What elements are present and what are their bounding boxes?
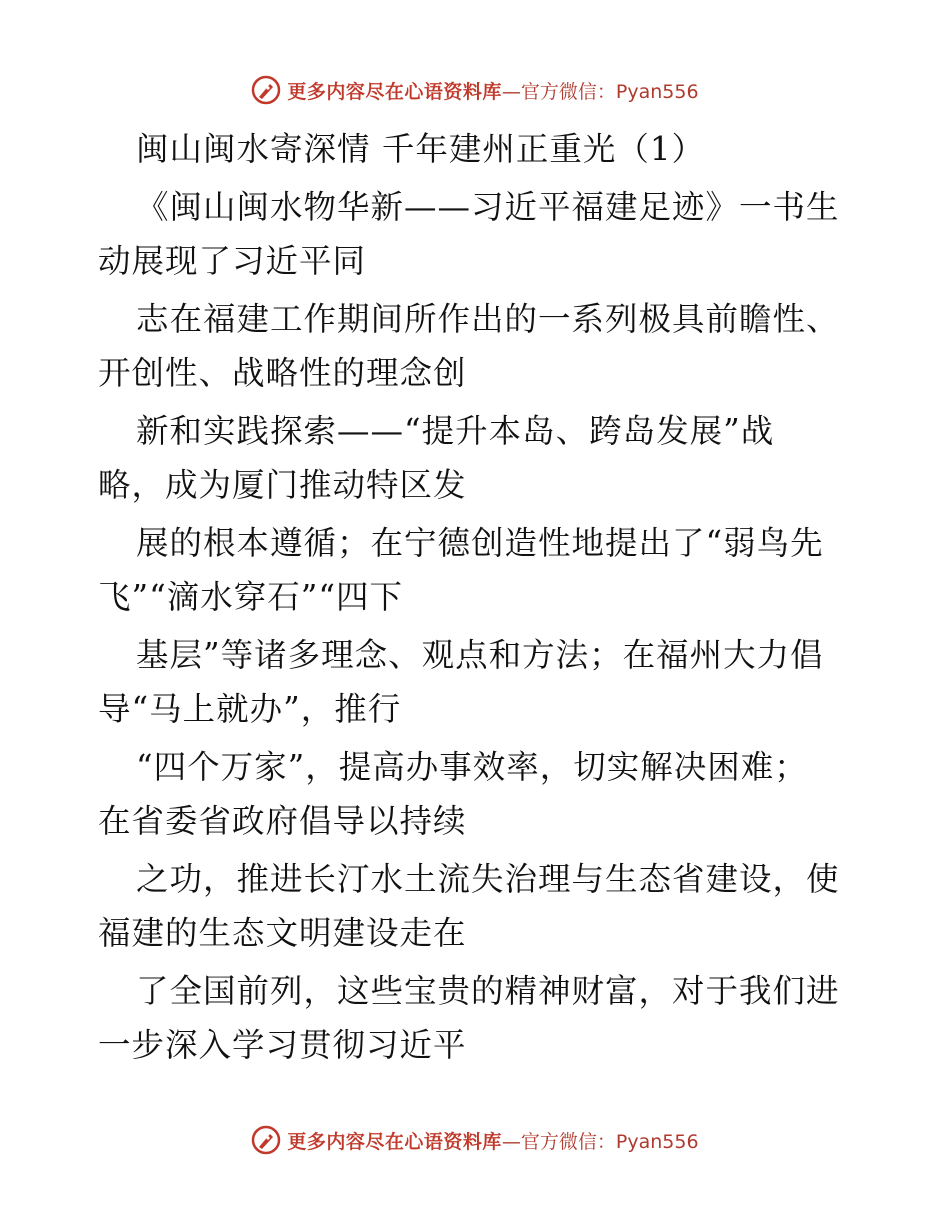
- watermark-brand: 更多内容尽在心语资料库: [287, 80, 502, 103]
- paragraph-line: 新和实践探索——“提升本岛、跨岛发展”战: [136, 412, 775, 450]
- paragraph-line: 福建的生态文明建设走在: [98, 914, 467, 952]
- footer-watermark: [0, 1120, 950, 1160]
- watermark-contact: —官方微信：Pyan556: [501, 80, 699, 103]
- paragraph-line: 了全国前列，这些宝贵的精神财富，对于我们进: [136, 972, 840, 1010]
- paragraph-line: 动展现了习近平同: [98, 242, 367, 280]
- paragraph-line: 《闽山闽水物华新——习近平福建足迹》一书生: [136, 188, 840, 226]
- document-body: [98, 122, 858, 1072]
- paragraph-line: 一步深入学习贯彻习近平: [98, 1026, 467, 1064]
- watermark-contact: —官方微信：Pyan556: [501, 1130, 699, 1153]
- paragraph-line: 之功，推进长汀水土流失治理与生态省建设，使: [136, 860, 840, 898]
- paragraph-line: 导“马上就办”，推行: [98, 690, 402, 728]
- fountain-pen-nib-icon: [251, 1125, 281, 1155]
- paragraph-line: 志在福建工作期间所作出的一系列极具前瞻性、: [136, 300, 840, 338]
- paragraph-line: 展的根本遵循；在宁德创造性地提出了“弱鸟先: [136, 524, 824, 562]
- paragraph-line: “四个万家”，提高办事效率，切实解决困难；: [136, 748, 808, 786]
- paragraph-line: 基层”等诸多理念、观点和方法；在福州大力倡: [136, 636, 824, 674]
- paragraph-line: 开创性、战略性的理念创: [98, 354, 467, 392]
- fountain-pen-nib-icon: [251, 75, 281, 105]
- paragraph-line: 飞”“滴水穿石”“四下: [98, 578, 403, 616]
- paragraph-line: 在省委省政府倡导以持续: [98, 802, 467, 840]
- watermark-brand: 更多内容尽在心语资料库: [287, 1130, 502, 1153]
- paragraph-line: 略，成为厦门推动特区发: [98, 466, 467, 504]
- document-title: 闽山闽水寄深情 千年建州正重光（1）: [136, 130, 706, 168]
- header-watermark: [0, 70, 950, 110]
